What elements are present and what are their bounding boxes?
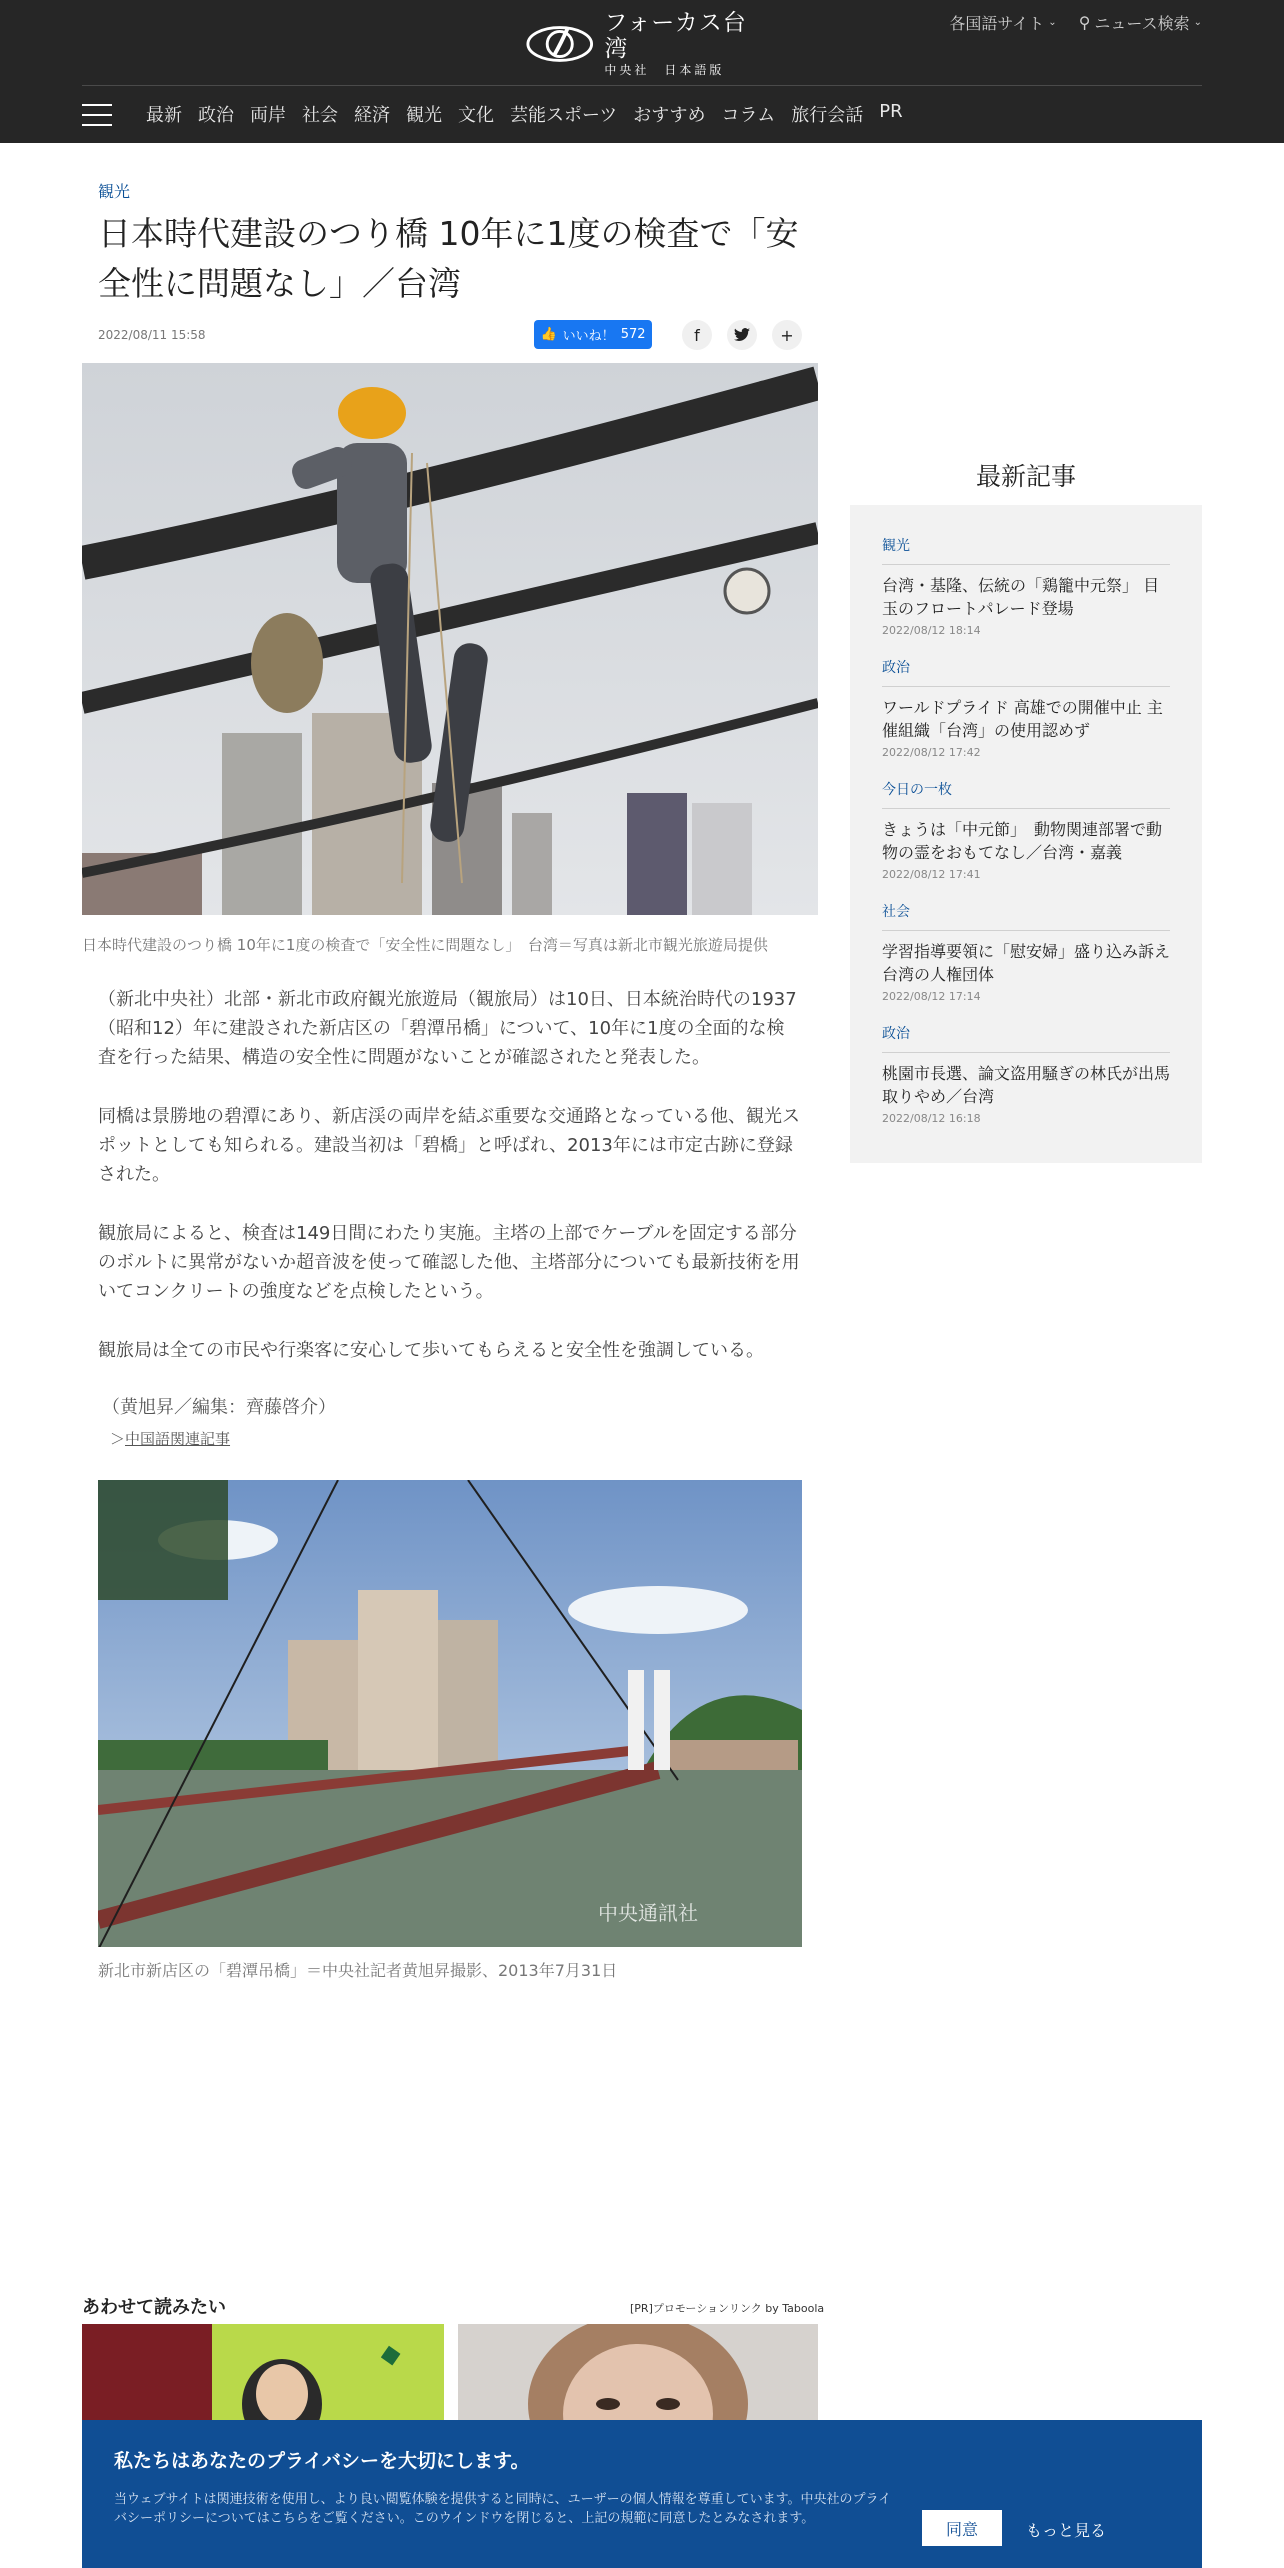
thumbs-up-icon: 👍 [540, 327, 557, 342]
menu-icon[interactable] [82, 104, 112, 126]
nav-item-economy[interactable]: 経済 [354, 105, 390, 126]
main-nav [146, 101, 919, 127]
privacy-body: 当ウェブサイトは関連技術を使用し、より良い閲覧体験を提供すると同時に、ユーザーの個人情報を尊重しています。中央社のプライバシーポリシーについてはこちらをご覧ください。このウインドウを閉じると、上記の規範に同意したとみなされます。 [114, 2492, 892, 2526]
chevron-down-icon: ⌄ [1048, 17, 1057, 28]
logo-eye-icon [525, 22, 596, 66]
nav-item-travel-phrases[interactable]: 旅行会話 [791, 105, 864, 126]
article-paragraph: 同橋は景勝地の碧潭にあり、新店渓の両岸を結ぶ重要な交通路となっている他、観光スポットとしても知られる。建設当初は「碧橋」と呼ばれ、2013年には市定古跡に登録された。 [98, 1106, 800, 1185]
svg-text:◆: ◆ [378, 2337, 403, 2371]
list-item[interactable] [882, 657, 1170, 759]
article-paragraph: 観旅局は全ての市民や行楽客に安心して歩いてもらえると安全性を強調している。 [98, 1340, 764, 1361]
list-item-category[interactable]: 政治 [882, 657, 1170, 687]
sidebar-title: 最新記事 [975, 462, 1076, 491]
list-item-headline[interactable]: 台湾・基隆、伝統の「鶏籠中元祭」 目玉のフロートパレード登場 [882, 576, 1160, 618]
nav-item-latest[interactable]: 最新 [146, 105, 182, 126]
photo2-caption: 新北市新店区の「碧潭吊橋」＝中央社記者黄旭昇撮影、2013年7月31日 [98, 1961, 618, 1980]
logo-main: フォーカス台湾 [604, 10, 747, 62]
article-category[interactable]: 観光 [98, 182, 131, 201]
list-item-headline[interactable]: きょうは「中元節」 動物関連部署で動物の霊をおもてなし／台湾・嘉義 [882, 820, 1163, 862]
list-item-date: 2022/08/12 17:42 [882, 746, 981, 759]
list-item-headline[interactable]: ワールドプライド 高雄での開催中止 主催組織「台湾」の使用認めず [882, 698, 1163, 740]
list-item-category[interactable]: 今日の一枚 [882, 779, 1170, 809]
agree-button[interactable]: 同意 [922, 2510, 1002, 2546]
nav-item-entertainment-sports[interactable]: 芸能スポーツ [510, 105, 618, 126]
search-icon: ⚲ [1078, 13, 1091, 32]
like-label: いいね！ [562, 329, 615, 344]
chevron-down-icon: ⌄ [1193, 17, 1202, 28]
list-item-headline[interactable]: 学習指導要領に「慰安婦」盛り込み訴え 台湾の人権団体 [882, 942, 1171, 984]
logo-text [604, 10, 765, 78]
list-item[interactable] [882, 535, 1170, 637]
photo1-caption: 日本時代建設のつり橋 10年に1度の検査で「安全性に問題なし」 台湾＝写真は新北市観光旅遊局提供 [82, 936, 768, 954]
facebook-like-button[interactable] [534, 320, 652, 349]
recommended-title: あわせて読みたい [82, 2297, 226, 2318]
related-link-prefix: ＞ [110, 1430, 126, 1448]
site-logo[interactable] [525, 10, 765, 77]
list-item-category[interactable]: 社会 [882, 901, 1170, 931]
like-count: 572 [620, 327, 646, 342]
more-share-icon[interactable]: + [772, 320, 802, 350]
list-item-category[interactable]: 観光 [882, 535, 1170, 565]
recommended-thumbnail[interactable] [82, 2324, 444, 2434]
article-photo-suspension-bridge-inspection [82, 363, 818, 915]
taboola-promo-label[interactable]: [PR]プロモーションリンク by Taboola [630, 2302, 825, 2315]
article-date: 2022/08/11 15:58 [98, 328, 206, 342]
article-paragraph: （新北中央社）北部・新北市政府観光旅遊局（観旅局）は10日、日本統治時代の1937（昭和12）年に建設された新店区の「碧潭吊橋」について、10年に1度の全面的な検査を行った結果、構造の安全性に問題がないことが確認されたと発表した。 [98, 989, 797, 1068]
article-title: 日本時代建設のつり橋 10年に1度の検査で「安全性に問題なし」／台湾 [98, 214, 799, 303]
list-item-date: 2022/08/12 17:41 [882, 868, 981, 881]
privacy-title: 私たちはあなたのプライバシーを大切にします。 [114, 2450, 530, 2472]
list-item-headline[interactable]: 桃園市長選、論文盗用騒ぎの林氏が出馬取りやめ／台湾 [882, 1064, 1171, 1106]
top-links [949, 11, 1202, 34]
list-item[interactable] [882, 779, 1170, 881]
nav-item-society[interactable]: 社会 [302, 105, 338, 126]
nav-item-politics[interactable]: 政治 [198, 105, 234, 126]
nav-item-cross-strait[interactable]: 両岸 [250, 105, 286, 126]
list-item-date: 2022/08/12 16:18 [882, 1112, 981, 1125]
related-link-label: 中国語関連記事 [125, 1430, 231, 1448]
site-header [0, 0, 1284, 143]
language-sites-label: 各国語サイト [949, 14, 1045, 33]
list-item[interactable] [882, 1023, 1170, 1125]
photo-watermark: 中央通訊社 [598, 1901, 698, 1925]
header-divider [82, 85, 1202, 86]
nav-item-column[interactable]: コラム [721, 105, 776, 126]
list-item-date: 2022/08/12 18:14 [882, 624, 981, 637]
chinese-related-article-link[interactable] [110, 1428, 230, 1449]
list-item-date: 2022/08/12 17:14 [882, 990, 981, 1003]
list-item[interactable] [882, 901, 1170, 1003]
list-item-category[interactable]: 政治 [882, 1023, 1170, 1053]
nav-item-tourism[interactable]: 観光 [406, 105, 442, 126]
logo-sub: 中央社 日本語版 [604, 63, 725, 77]
article-paragraph: 観旅局によると、検査は149日間にわたり実施。主塔の上部でケーブルを固定する部分のボルトに異常がないか超音波を使って確認した他、主塔部分についても最新技術を用いてコンクリートの強度などを点検したという。 [98, 1223, 800, 1302]
learn-more-link[interactable]: もっと見る [1026, 2521, 1107, 2540]
news-search-label: ニュース検索 [1094, 14, 1190, 33]
recommended-thumbnail[interactable] [458, 2324, 818, 2434]
sidebar-list [850, 505, 1202, 1163]
article-byline: （黄旭昇／編集：齊藤啓介） [102, 1397, 336, 1418]
language-sites-link[interactable] [949, 11, 1056, 34]
news-search-link[interactable] [1079, 11, 1202, 34]
privacy-banner [82, 2420, 1202, 2568]
article-photo-bitan-bridge [98, 1480, 802, 1947]
facebook-share-icon[interactable]: f [682, 320, 712, 350]
nav-item-culture[interactable]: 文化 [458, 105, 494, 126]
nav-item-recommended[interactable]: おすすめ [633, 105, 706, 126]
nav-item-pr[interactable]: PR [879, 101, 903, 122]
twitter-share-icon[interactable] [727, 320, 757, 350]
